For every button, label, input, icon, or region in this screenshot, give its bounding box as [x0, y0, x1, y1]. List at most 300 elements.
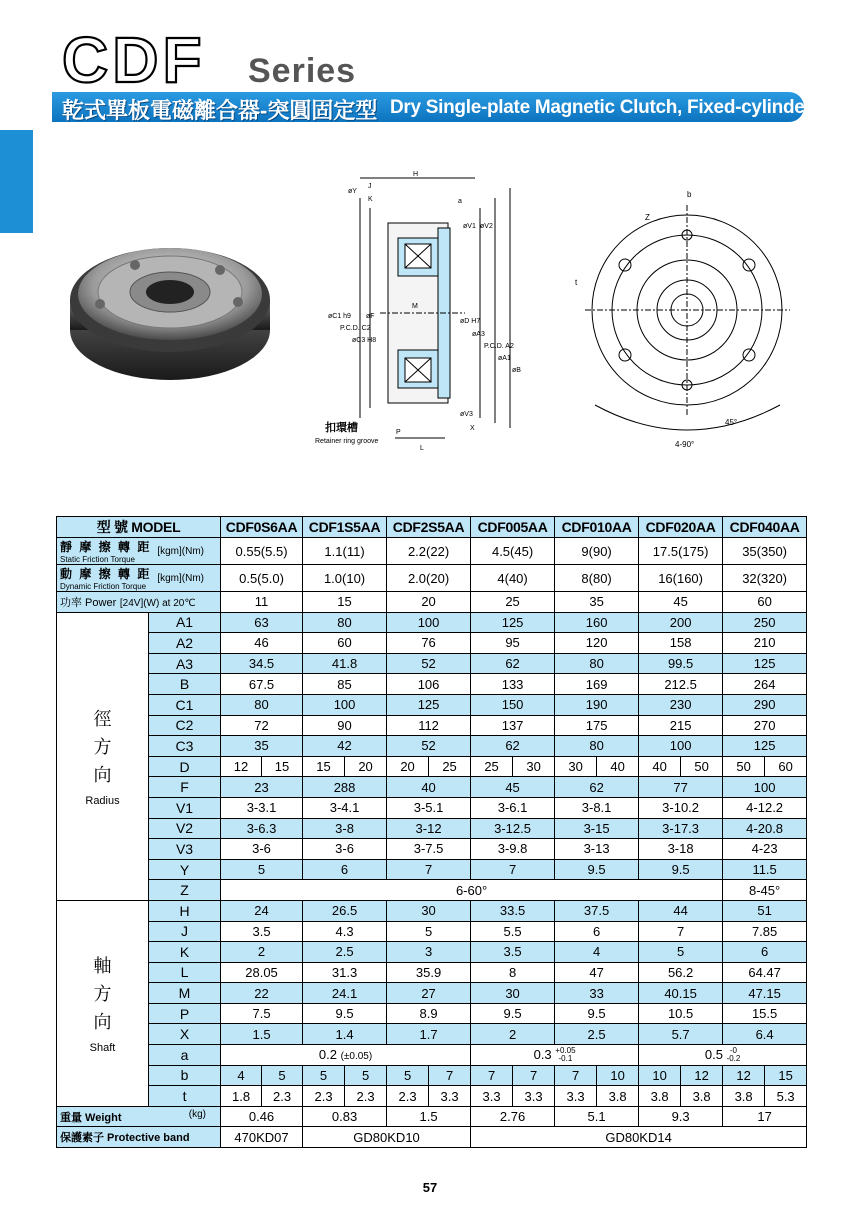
h-value: 44 [639, 900, 723, 921]
t-value: 1.8 [231, 1088, 251, 1104]
b-value: 10 [652, 1067, 667, 1083]
y-value: 9.5 [639, 859, 723, 880]
f-value: 40 [387, 777, 471, 798]
x-value: 2 [471, 1024, 555, 1045]
retainer-label-cn: 扣環槽 [325, 422, 358, 434]
x-value: 5.7 [639, 1024, 723, 1045]
dim-v2: øV2 [480, 223, 493, 230]
dim-b-key: b [687, 190, 692, 199]
shaft-row-L [57, 962, 807, 983]
f-value: 62 [555, 777, 639, 798]
k-value: 4 [555, 942, 639, 963]
l-value: 31.3 [303, 962, 387, 983]
z-span-value: 6-60° [221, 880, 723, 901]
c3-value: 100 [639, 736, 723, 757]
weight-value: 0.46 [221, 1106, 303, 1127]
l-value: 8 [471, 962, 555, 983]
model-4: CDF010AA [555, 517, 639, 538]
model-0: CDF0S6AA [221, 517, 303, 538]
radius-en: Radius [85, 795, 120, 808]
retainer-label-en: Retainer ring groove [315, 438, 379, 445]
c2-value: 72 [221, 715, 303, 736]
v1-value: 3-8.1 [555, 797, 639, 818]
shaft-cn2: 方 [93, 984, 112, 1005]
power-value: 35 [555, 592, 639, 613]
power-value: 45 [639, 592, 723, 613]
b-value: 85 [303, 674, 387, 695]
t-value: 2.3 [314, 1088, 333, 1104]
p-value: 9.5 [471, 1003, 555, 1024]
weight-value: 0.83 [303, 1106, 387, 1127]
a1-value: 125 [471, 612, 555, 633]
d-pair [471, 756, 555, 777]
dim-a1: øA1 [498, 355, 511, 362]
static-torque-value: 9(90) [555, 538, 639, 565]
v3-value: 3-6 [221, 839, 303, 860]
v3-value: 3-7.5 [387, 839, 471, 860]
f-value: 100 [723, 777, 807, 798]
dim-b: øB [512, 367, 521, 374]
p-value: 9.5 [555, 1003, 639, 1024]
l-value: 64.47 [723, 962, 807, 983]
dim-label-J: J [149, 921, 221, 942]
dim-a: a [458, 198, 462, 205]
x-value: 1.7 [387, 1024, 471, 1045]
dim-label-F: F [149, 777, 221, 798]
band-value-1: 470KD07 [221, 1127, 303, 1148]
j-value: 6 [555, 921, 639, 942]
j-value: 7 [639, 921, 723, 942]
t-pair [221, 1086, 303, 1107]
b-value: 212.5 [639, 674, 723, 695]
a-v3-tol-up: -0 [729, 1046, 738, 1056]
p-value: 8.9 [387, 1003, 471, 1024]
m-value: 40.15 [639, 983, 723, 1004]
k-value: 6 [723, 942, 807, 963]
t-pair [387, 1086, 471, 1107]
series-label: Series [248, 52, 357, 90]
a-v3-tol-dn: -0.2 [726, 1054, 741, 1064]
dim-label-D: D [149, 756, 221, 777]
dynamic-torque-unit: [kgm](Nm) [157, 572, 205, 584]
radius-row-F [57, 777, 807, 798]
t-value: 3.3 [512, 1086, 554, 1106]
radius-row-C1 [57, 694, 807, 715]
z-last-value: 8-45° [723, 880, 807, 901]
dim-label-Y: Y [149, 859, 221, 880]
power-label [57, 592, 221, 613]
shaft-en: Shaft [89, 1042, 116, 1055]
h-value: 30 [387, 900, 471, 921]
d-value: 40 [596, 757, 638, 777]
b-pair [639, 1065, 723, 1086]
dim-a2: P.C.D. A2 [484, 343, 514, 350]
t-value: 2.3 [398, 1088, 417, 1104]
spec-table [56, 516, 807, 1148]
model-1: CDF1S5AA [303, 517, 387, 538]
power-value: 60 [723, 592, 807, 613]
shaft-group [57, 900, 149, 1106]
c1-value: 100 [303, 694, 387, 715]
v2-value: 3-17.3 [639, 818, 723, 839]
dim-label-V1: V1 [149, 797, 221, 818]
dim-label-M: M [149, 983, 221, 1004]
k-value: 3.5 [471, 942, 555, 963]
dim-y: øY [348, 188, 357, 195]
static-torque-value: 4.5(45) [471, 538, 555, 565]
dynamic-torque-cn: 動 摩 擦 轉 距 [60, 567, 152, 581]
m-value: 24.1 [303, 983, 387, 1004]
static-torque-value: 35(350) [723, 538, 807, 565]
x-value: 1.5 [221, 1024, 303, 1045]
radius-row-A2 [57, 633, 807, 654]
power-value: 11 [221, 592, 303, 613]
d-value: 20 [344, 757, 386, 777]
v2-value: 4-20.8 [723, 818, 807, 839]
t-value: 3.3 [566, 1088, 585, 1104]
weight-row [57, 1106, 807, 1127]
m-value: 47.15 [723, 983, 807, 1004]
a2-value: 120 [555, 633, 639, 654]
h-value: 51 [723, 900, 807, 921]
dim-h: H [413, 171, 419, 178]
b-pair [723, 1065, 807, 1086]
dynamic-torque-value: 1.0(10) [303, 565, 387, 592]
radius-row-Z [57, 880, 807, 901]
x-value: 6.4 [723, 1024, 807, 1045]
c2-value: 137 [471, 715, 555, 736]
dim-label-Z: Z [149, 880, 221, 901]
static-torque-value: 2.2(22) [387, 538, 471, 565]
a3-value: 99.5 [639, 653, 723, 674]
dim-label-L: L [149, 962, 221, 983]
dim-x: X [470, 425, 475, 432]
cdf-logo-text: CDF [62, 30, 206, 90]
dynamic-torque-value: 4(40) [471, 565, 555, 592]
j-value: 5.5 [471, 921, 555, 942]
a2-value: 210 [723, 633, 807, 654]
b-value: 5 [403, 1067, 412, 1083]
c3-value: 52 [387, 736, 471, 757]
a-value-2 [471, 1045, 639, 1066]
title-banner [52, 92, 812, 124]
t-value: 5.3 [764, 1086, 806, 1106]
model-header: 型 號 MODEL [57, 517, 221, 538]
static-torque-value: 17.5(175) [639, 538, 723, 565]
j-value: 3.5 [221, 921, 303, 942]
d-value: 50 [736, 759, 751, 775]
power-value: 20 [387, 592, 471, 613]
dynamic-torque-value: 16(160) [639, 565, 723, 592]
c2-value: 112 [387, 715, 471, 736]
dim-label-a: a [149, 1045, 221, 1066]
v3-value: 4-23 [723, 839, 807, 860]
side-tab [0, 130, 33, 233]
v1-value: 3-3.1 [221, 797, 303, 818]
c1-value: 230 [639, 694, 723, 715]
t-value: 3.3 [428, 1086, 470, 1106]
d-pair [723, 756, 807, 777]
a3-value: 34.5 [221, 653, 303, 674]
dim-c3: øC3 H8 [352, 337, 377, 344]
band-value-2: GD80KD10 [303, 1127, 471, 1148]
radius-row-C2 [57, 715, 807, 736]
b-pair [555, 1065, 639, 1086]
y-value: 7 [387, 859, 471, 880]
l-value: 47 [555, 962, 639, 983]
d-value: 30 [568, 759, 583, 775]
c1-value: 190 [555, 694, 639, 715]
dim-label-t: t [149, 1086, 221, 1107]
shaft-row-P [57, 1003, 807, 1024]
dynamic-torque-value: 32(320) [723, 565, 807, 592]
weight-value: 1.5 [387, 1106, 471, 1127]
shaft-row-H [57, 900, 807, 921]
a3-value: 62 [471, 653, 555, 674]
model-2: CDF2S5AA [387, 517, 471, 538]
b-value: 5 [344, 1066, 386, 1086]
m-value: 33 [555, 983, 639, 1004]
model-5: CDF020AA [639, 517, 723, 538]
a3-value: 52 [387, 653, 471, 674]
b-value: 12 [680, 1066, 722, 1086]
shaft-row-t [57, 1086, 807, 1107]
dim-label-b: b [149, 1065, 221, 1086]
dim-label-V2: V2 [149, 818, 221, 839]
v1-value: 3-5.1 [387, 797, 471, 818]
y-value: 9.5 [555, 859, 639, 880]
h-value: 26.5 [303, 900, 387, 921]
a-value-1 [221, 1045, 471, 1066]
k-value: 3 [387, 942, 471, 963]
a2-value: 95 [471, 633, 555, 654]
c2-value: 90 [303, 715, 387, 736]
dim-c2: P.C.D. C2 [340, 325, 371, 332]
weight-value: 9.3 [639, 1106, 723, 1127]
a1-value: 100 [387, 612, 471, 633]
power-text: 功率 Power [60, 596, 117, 609]
a1-value: 250 [723, 612, 807, 633]
a-v2-tol-dn: -0.1 [558, 1054, 573, 1064]
d-value: 60 [764, 757, 806, 777]
a-value-3 [639, 1045, 807, 1066]
shaft-cn1: 軸 [93, 956, 112, 977]
shaft-row-a [57, 1045, 807, 1066]
t-value: 3.3 [482, 1088, 501, 1104]
b-value: 5 [319, 1067, 328, 1083]
power-unit: [24V](W) at 20℃ [119, 597, 196, 609]
a-v2: 0.3 [533, 1046, 552, 1062]
dim-p: P [396, 429, 401, 436]
c3-value: 62 [471, 736, 555, 757]
b-value: 4 [237, 1067, 245, 1083]
c1-value: 290 [723, 694, 807, 715]
a1-value: 200 [639, 612, 723, 633]
v3-value: 3-6 [303, 839, 387, 860]
b-value: 7 [571, 1067, 580, 1083]
dim-v1: øV1 [463, 223, 476, 230]
a2-value: 46 [221, 633, 303, 654]
spec-table-body [57, 517, 807, 1148]
k-value: 2 [221, 942, 303, 963]
k-value: 5 [639, 942, 723, 963]
c1-value: 125 [387, 694, 471, 715]
j-value: 5 [387, 921, 471, 942]
a2-value: 60 [303, 633, 387, 654]
a3-value: 125 [723, 653, 807, 674]
dim-label-C1: C1 [149, 694, 221, 715]
b-value: 7 [512, 1066, 554, 1086]
b-value: 7 [487, 1067, 496, 1083]
f-value: 23 [221, 777, 303, 798]
b-value: 15 [764, 1066, 806, 1086]
model-3: CDF005AA [471, 517, 555, 538]
d-value: 25 [484, 759, 499, 775]
band-row [57, 1127, 807, 1148]
b-value: 133 [471, 674, 555, 695]
weight-value: 5.1 [555, 1106, 639, 1127]
t-pair [723, 1086, 807, 1107]
dim-v3: øV3 [460, 411, 473, 418]
c1-value: 150 [471, 694, 555, 715]
t-pair [555, 1086, 639, 1107]
weight-label [57, 1106, 221, 1127]
v2-value: 3-8 [303, 818, 387, 839]
a-v2-tol-up: +0.05 [555, 1046, 576, 1056]
dynamic-torque-value: 0.5(5.0) [221, 565, 303, 592]
dynamic-torque-en: Dynamic Friction Torque [60, 582, 147, 591]
dim-label-X: X [149, 1024, 221, 1045]
b-value: 7 [428, 1066, 470, 1086]
v3-value: 3-9.8 [471, 839, 555, 860]
m-value: 22 [221, 983, 303, 1004]
d-value: 20 [400, 759, 415, 775]
shaft-row-K [57, 942, 807, 963]
d-pair [303, 756, 387, 777]
d-value: 15 [316, 759, 331, 775]
dim-label-B: B [149, 674, 221, 695]
t-value: 3.8 [650, 1088, 669, 1104]
c3-value: 80 [555, 736, 639, 757]
a1-value: 160 [555, 612, 639, 633]
y-value: 7 [471, 859, 555, 880]
v3-value: 3-18 [639, 839, 723, 860]
dim-t: t [575, 278, 578, 287]
static-torque-value: 1.1(11) [303, 538, 387, 565]
dim-label-V3: V3 [149, 839, 221, 860]
a-v1: 0.2 [318, 1047, 337, 1063]
d-value: 15 [261, 757, 302, 777]
static-torque-en: Static Friction Torque [60, 555, 135, 564]
title-english: Dry Single-plate Magnetic Clutch, Fixed-cylinder [390, 97, 812, 118]
l-value: 28.05 [221, 962, 303, 983]
x-value: 1.4 [303, 1024, 387, 1045]
d-value: 40 [652, 759, 667, 775]
b-value: 12 [736, 1067, 751, 1083]
x-value: 2.5 [555, 1024, 639, 1045]
power-value: 15 [303, 592, 387, 613]
t-pair [471, 1086, 555, 1107]
front-view-drawing [575, 185, 800, 455]
model-header-row [57, 517, 807, 538]
radius-row-D [57, 756, 807, 777]
radius-row-C3 [57, 736, 807, 757]
radius-cn3: 向 [93, 765, 112, 786]
static-torque-row [57, 538, 807, 565]
m-value: 30 [471, 983, 555, 1004]
dynamic-torque-value: 2.0(20) [387, 565, 471, 592]
d-pair [221, 756, 303, 777]
dim-l: L [420, 445, 424, 452]
t-pair [303, 1086, 387, 1107]
p-value: 7.5 [221, 1003, 303, 1024]
a3-value: 80 [555, 653, 639, 674]
v1-value: 4-12.2 [723, 797, 807, 818]
angle-4-90: 4-90° [675, 440, 695, 449]
dim-label-K: K [149, 942, 221, 963]
v3-value: 3-13 [555, 839, 639, 860]
band-label [57, 1127, 221, 1148]
power-row [57, 592, 807, 613]
band-value-3: GD80KD14 [471, 1127, 807, 1148]
d-pair [639, 756, 723, 777]
dim-j: J [368, 183, 372, 190]
p-value: 10.5 [639, 1003, 723, 1024]
shaft-row-M [57, 983, 807, 1004]
angle-45: 45° [725, 418, 738, 427]
f-value: 288 [303, 777, 387, 798]
a2-value: 76 [387, 633, 471, 654]
c2-value: 175 [555, 715, 639, 736]
radius-row-V1 [57, 797, 807, 818]
shaft-row-X [57, 1024, 807, 1045]
v2-value: 3-15 [555, 818, 639, 839]
side-section-drawing [300, 168, 545, 458]
v1-value: 3-4.1 [303, 797, 387, 818]
c3-value: 35 [221, 736, 303, 757]
v1-value: 3-10.2 [639, 797, 723, 818]
d-value: 25 [428, 757, 470, 777]
b-pair [303, 1065, 387, 1086]
j-value: 7.85 [723, 921, 807, 942]
b-value: 5 [261, 1066, 302, 1086]
radius-cn1: 徑 [93, 709, 112, 730]
band-text: 保護素子 Protective band [60, 1132, 190, 1145]
b-value: 264 [723, 674, 807, 695]
b-value: 10 [596, 1066, 638, 1086]
dynamic-torque-label [57, 565, 221, 592]
t-value: 3.8 [596, 1086, 638, 1106]
t-value: 2.3 [344, 1086, 386, 1106]
radius-row-B [57, 674, 807, 695]
t-value: 3.8 [734, 1088, 753, 1104]
shaft-row-J [57, 921, 807, 942]
b-pair [471, 1065, 555, 1086]
h-value: 33.5 [471, 900, 555, 921]
p-value: 15.5 [723, 1003, 807, 1024]
k-value: 2.5 [303, 942, 387, 963]
weight-text: 重量 Weight [60, 1111, 122, 1124]
a-v1-tol: (±0.05) [340, 1051, 373, 1063]
d-value: 12 [233, 759, 249, 775]
a-v3: 0.5 [704, 1046, 723, 1062]
clutch-photo [60, 230, 275, 390]
dim-z: Z [645, 213, 650, 222]
dim-k: K [368, 196, 373, 203]
dynamic-torque-value: 8(80) [555, 565, 639, 592]
h-value: 24 [221, 900, 303, 921]
page-number: 57 [422, 1180, 438, 1195]
